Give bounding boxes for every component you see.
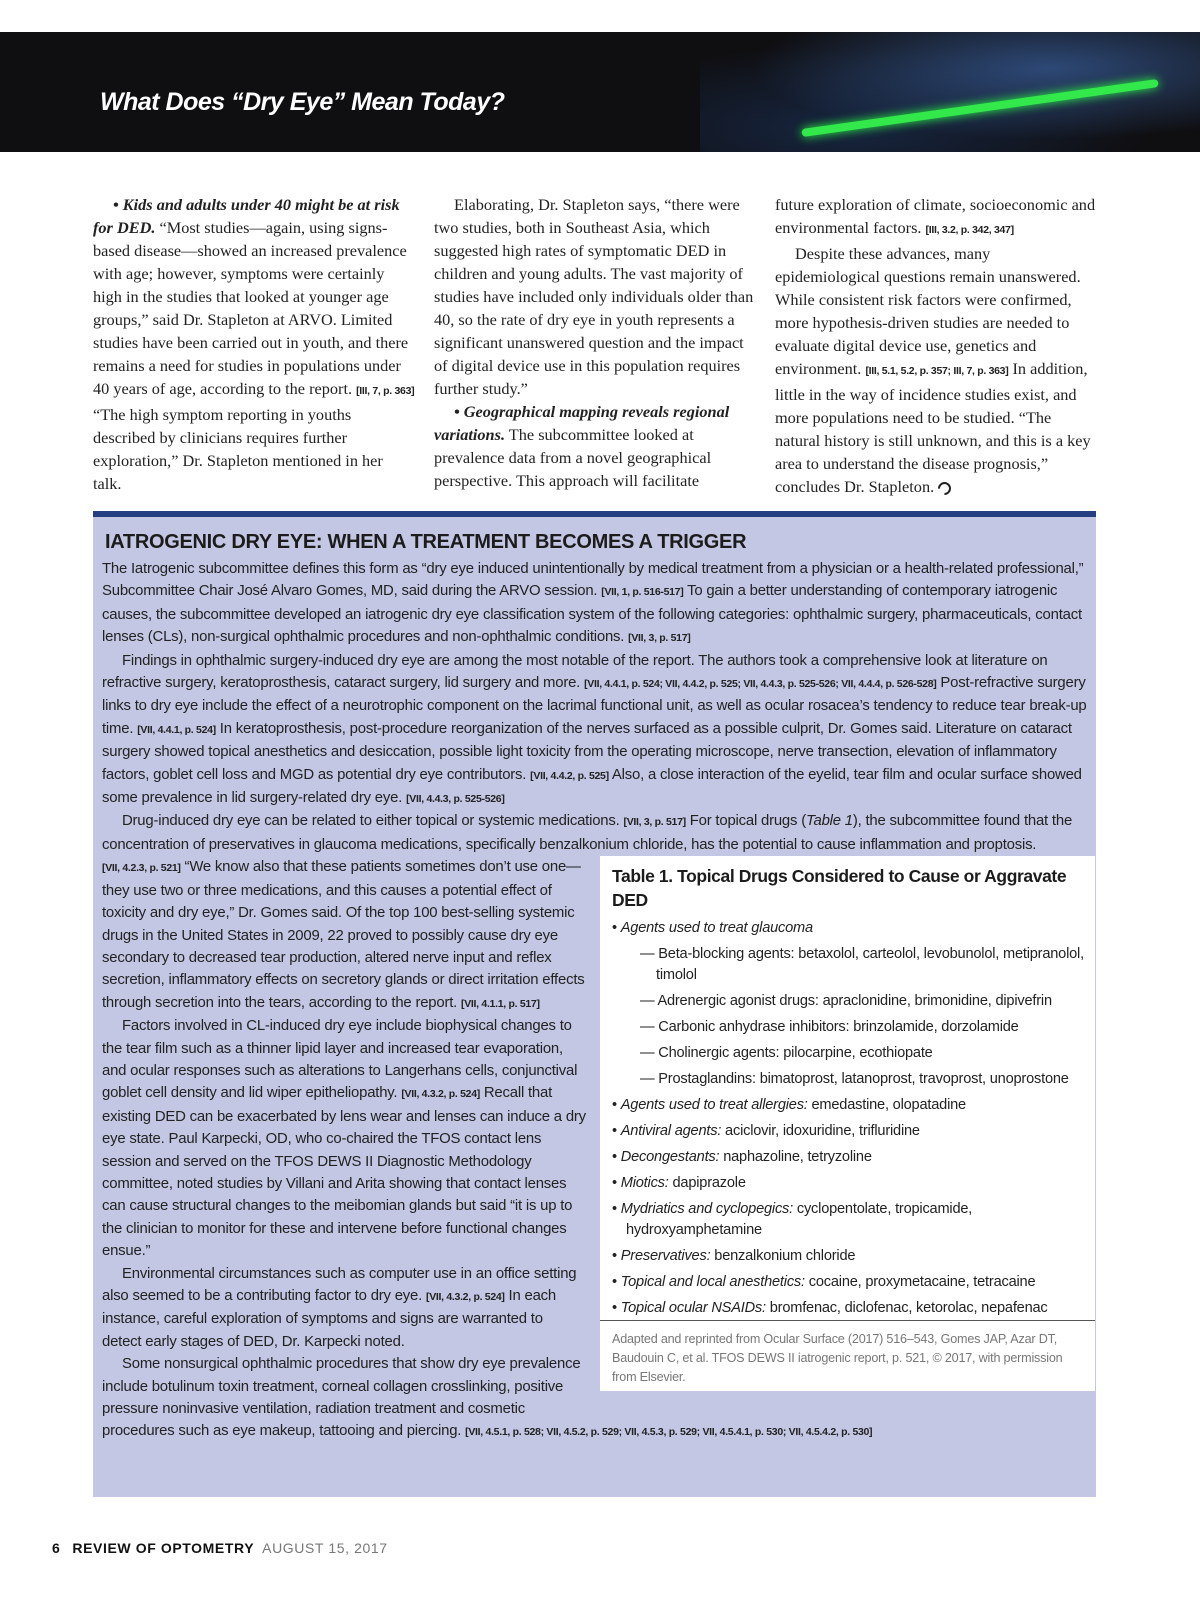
table-category: • Agents used to treat glaucoma — [612, 920, 813, 937]
table-category: • Topical ocular NSAIDs: bromfenac, diclofenac, ketorolac, nepafenac — [612, 1300, 1048, 1317]
table-title: Table 1. Topical Drugs Considered to Cause or Aggravate DED — [612, 866, 1067, 911]
table-category: • Miotics: dapiprazole — [612, 1175, 746, 1192]
sidebar-text: In keratoprosthesis, post-procedure reorganization of the nerves surfaced as a possible culprit, Dr. Gomes said. Literature on cataract surgery showed topical anesthetics and desiccation, possible light toxicity from the operating microscope, nerve transection, elevation of inflammatory factors, goblet cell loss and MGD as potential dry eye contributors. — [102, 720, 1072, 783]
table-source-note: Adapted and reprinted from Ocular Surface (2017) 516–543, Gomes JAP, Azar DT, Baudouin C, et al. TFOS DEWS II iatrogenic report, p. 521, © 2017, with permission from Elsevier. — [612, 1332, 1063, 1385]
sidebar-text: The Iatrogenic subcommittee defines this form as “dry eye induced unintentionally by medical treatment from a physician or a health-related professional,” Subcommittee Chair José Alvaro Gomes, MD, said during the ARVO session. — [102, 561, 1084, 600]
banner-image — [700, 32, 1200, 152]
category-label: Agents used to treat allergies: — [620, 1097, 808, 1114]
page-number: 6 — [52, 1540, 61, 1556]
citation: [VII, 4.3.2, p. 524] — [401, 1088, 480, 1101]
paragraph-text: The subcommittee looked at prevalence data from a novel geographical perspective. This approach will facilitate — [434, 425, 712, 490]
sidebar-text: “We know also that these patients sometimes don’t use one—they use two or three medications, and this causes a potential effect of toxicity and dry eye,” Dr. Gomes said. Of the top 100 best-selling systemic drugs in the United States in 2009, 22 proved to possibly cause dry eye secondary to decreased tear production, altered nerve input and reflex secretion, inflammatory effects on secretory glands or direct irritation effects through secretion into the tears, according to the report. — [102, 859, 585, 1011]
sidebar-text: Drug-induced dry eye can be related to either topical or systemic medications. — [122, 813, 624, 830]
citation: [VII, 4.4.2, p. 525] — [530, 769, 609, 782]
magazine-name: REVIEW OF OPTOMETRY — [72, 1540, 255, 1556]
citation: [VII, 4.1.1, p. 517] — [461, 997, 540, 1010]
sidebar-text: For topical drugs ( — [685, 813, 806, 830]
sidebar-body — [102, 558, 1087, 1444]
page-footer — [52, 1540, 388, 1556]
table-subitem: — Beta-blocking agents: betaxolol, carteolol, levobunolol, metipranolol, timolol — [640, 946, 1084, 984]
paragraph — [93, 193, 415, 495]
category-drugs: cyclopentolate, tropicamide, hydroxyamphetamine — [626, 1201, 973, 1239]
citation: [VII, 4.4.3, p. 525-526] — [406, 793, 505, 806]
header-banner — [0, 32, 1200, 152]
article-column-1 — [93, 193, 415, 495]
table-category: • Preservatives: benzalkonium chloride — [612, 1248, 856, 1265]
table-subitem: — Prostaglandins: bimatoprost, latanoprost, travoprost, unoprostone — [640, 1071, 1069, 1088]
paragraph-text: Despite these advances, many epidemiological questions remain unanswered. While consistent risk factors were confirmed, more hypothesis-driven studies are needed to evaluate digital device use, genetics and environment. — [775, 244, 1081, 378]
citation: [VII, 4.4.1, p. 524] — [137, 723, 216, 736]
category-drugs: naphazoline, tetryzoline — [719, 1149, 872, 1166]
category-drugs: benzalkonium chloride — [710, 1248, 856, 1265]
table-category: • Agents used to treat allergies: emedastine, olopatadine — [612, 1097, 966, 1114]
category-drugs: aciclovir, idoxuridine, trifluridine — [721, 1123, 920, 1140]
subhead-lead: • Kids and adults under 40 might be at risk for DED. — [93, 195, 400, 237]
category-label: Topical ocular NSAIDs: — [620, 1300, 766, 1317]
table-subitem: — Adrenergic agonist drugs: apraclonidine, brimonidine, dipivefrin — [640, 993, 1052, 1010]
sidebar-text: To gain a better understanding of contemporary iatrogenic causes, the subcommittee developed an iatrogenic dry eye classification system of the following categories: ophthalmic surgery, pharmaceuticals, contact lenses (CLs), non-surgical ophthalmic procedures and non-ophthalmic conditions. — [102, 583, 1082, 646]
sidebar-paragraph — [102, 558, 1087, 650]
citation: [III, 7, p. 363] — [356, 385, 415, 397]
table-category: • Mydriatics and cyclopegics: cyclopentolate, tropicamide, hydroxyamphetamine — [612, 1201, 973, 1239]
category-label: Preservatives: — [620, 1248, 711, 1265]
category-drugs: dapiprazole — [668, 1175, 746, 1192]
section-title: What Does “Dry Eye” Mean Today? — [100, 88, 505, 116]
citation: [VII, 4.3.2, p. 524] — [426, 1291, 505, 1303]
end-mark-icon — [935, 479, 953, 497]
subhead-lead: • Geographical mapping reveals regional variations. — [434, 402, 730, 444]
sidebar-text: Factors involved in CL-induced dry eye include biophysical changes to the tear film such as a thinner lipid layer and increased tear evaporation, and ocular responses such as alterations to Langerhans cells, conjunctival goblet cell density and lid wiper epitheliopathy. — [102, 1018, 578, 1102]
sidebar-text: Some nonsurgical ophthalmic procedures that show dry eye prevalence include botulinum toxin treatment, corneal collagen crosslinking, positive pressure noninvasive ventilation, radiation treatment and cosmetic procedures such as eye makeup, tattooing and piercing. — [102, 1356, 581, 1440]
sidebar-text: ), the subcommittee found that the concentration of preservatives in glaucoma medications, specifically benzalkonium chloride, has the potential to cause inflammation and proptosis. — [102, 813, 1073, 853]
sidebar-text: Recall that existing DED can be exacerbated by lens wear and lenses can induce a dry eye state. Paul Karpecki, OD, who co-chaired the TFOS contact lens session and served on the TFOS DEWS II Diagnostic Methodology committee, noted studies by Villani and Arita showing that contact lenses can cause structural changes to the meibomian glands but said “it is up to the clinician to monitor for these and intervene before functional changes ensue.” — [102, 1085, 586, 1260]
citation: [VII, 4.4.1, p. 524; VII, 4.4.2, p. 525; VII, 4.4.3, p. 525-526; VII, 4.4.4, p. 526-528] — [584, 678, 937, 691]
article-column-2 — [434, 193, 756, 492]
category-label: Decongestants: — [620, 1149, 720, 1166]
table-content — [600, 856, 1095, 1319]
category-label: Topical and local anesthetics: — [620, 1274, 805, 1291]
citation: [VII, 1, p. 516-517] — [601, 586, 684, 599]
category-drugs: bromfenac, diclofenac, ketorolac, nepafenac — [765, 1300, 1048, 1317]
citation: [III, 5.1, 5.2, p. 357; III, 7, p. 363] — [865, 365, 1009, 377]
paragraph — [775, 242, 1097, 498]
category-label: Mydriatics and cyclopegics: — [620, 1201, 793, 1218]
citation: [VII, 4.2.3, p. 521] — [102, 862, 181, 875]
category-label: Agents used to treat glaucoma — [620, 920, 813, 937]
table-category: • Antiviral agents: aciclovir, idoxuridine, trifluridine — [612, 1123, 920, 1140]
sidebar-text: Findings in ophthalmic surgery-induced dry eye are among the most notable of the report. The authors took a comprehensive look at literature on refractive surgery, keratoprosthesis, cataract surgery, lid surgery and more. — [102, 652, 1048, 692]
table-subitem: — Carbonic anhydrase inhibitors: brinzolamide, dorzolamide — [640, 1019, 1019, 1036]
citation: [III, 3.2, p. 342, 347] — [925, 224, 1014, 236]
table-category: • Topical and local anesthetics: cocaine, proxymetacaine, tetracaine — [612, 1274, 1036, 1291]
paragraph: Elaborating, Dr. Stapleton says, “there were two studies, both in Southeast Asia, which suggested high rates of symptomatic DED in children and young adults. The vast majority of studies have included only individuals older than 40, so the rate of dry eye in youth represents a significant unanswered question and the impact of digital device use in this population requires further study.” — [434, 195, 754, 398]
article-column-3 — [775, 193, 1097, 498]
paragraph-text: “The high symptom reporting in youths described by clinicians requires further exploration,” Dr. Stapleton mentioned in her talk. — [93, 405, 383, 493]
sidebar-title: IATROGENIC DRY EYE: WHEN A TREATMENT BECOMES A TRIGGER — [105, 531, 747, 553]
table-1 — [600, 856, 1095, 1391]
table-reference: Table 1 — [805, 813, 853, 830]
category-drugs: cocaine, proxymetacaine, tetracaine — [804, 1274, 1036, 1291]
citation: [VII, 3, p. 517] — [628, 632, 691, 645]
sidebar-text: Also, a close interaction of the eyelid, tear film and ocular surface showed some prevalence in lid surgery-related dry eye. — [102, 766, 1082, 807]
category-label: Antiviral agents: — [620, 1123, 722, 1140]
paragraph-text: “Most studies—again, using signs-based disease—showed an increased prevalence with age; however, symptoms were certainly high in the studies that looked at younger age groups,” said Dr. Stapleton at ARVO. Limited studies have been carried out in youth, and there remains a need for studies in populations under 40 years of age, according to the report. — [93, 218, 409, 398]
sidebar-box — [93, 511, 1096, 1497]
citation: [VII, 3, p. 517] — [623, 816, 686, 829]
sidebar-text: Environmental circumstances such as computer use in an office setting also seemed to be a contributing factor to dry eye. — [102, 1265, 577, 1304]
paragraph — [775, 193, 1097, 242]
paragraph-text: future exploration of climate, socioeconomic and environmental factors. — [775, 195, 1096, 237]
category-drugs: emedastine, olopatadine — [807, 1097, 966, 1114]
category-label: Miotics: — [620, 1175, 669, 1192]
paragraph — [434, 400, 756, 492]
table-category: • Decongestants: naphazoline, tetryzoline — [612, 1149, 872, 1166]
paragraph-text: In addition, little in the way of incidence studies exist, and more populations need to be studied. “The natural history is still unknown, and this is a key area to understand the disease prognosis,” concludes Dr. Stapleton. — [775, 359, 1091, 496]
sidebar-text: Post-refractive surgery links to dry eye include the effect of a neurotrophic component on the lacrimal functional unit, as well as ocular rosacea’s tendency to reduce tear break-up time. — [102, 675, 1087, 737]
sidebar-text: In each instance, careful exploration of symptoms and signs are warranted to detect early stages of DED, Dr. Karpecki noted. — [102, 1288, 557, 1350]
table-subitem: — Cholinergic agents: pilocarpine, ecothiopate — [640, 1045, 933, 1062]
sidebar-paragraph — [102, 650, 1087, 811]
sidebar-paragraph — [102, 810, 1087, 856]
issue-date: AUGUST 15, 2017 — [262, 1540, 388, 1556]
citation: [VII, 4.5.1, p. 528; VII, 4.5.2, p. 529; VII, 4.5.3, p. 529; VII, 4.5.4.1, p. 530; VII, 4.5.4.2, p. 530] — [465, 1426, 873, 1439]
table-divider — [600, 1320, 1095, 1321]
